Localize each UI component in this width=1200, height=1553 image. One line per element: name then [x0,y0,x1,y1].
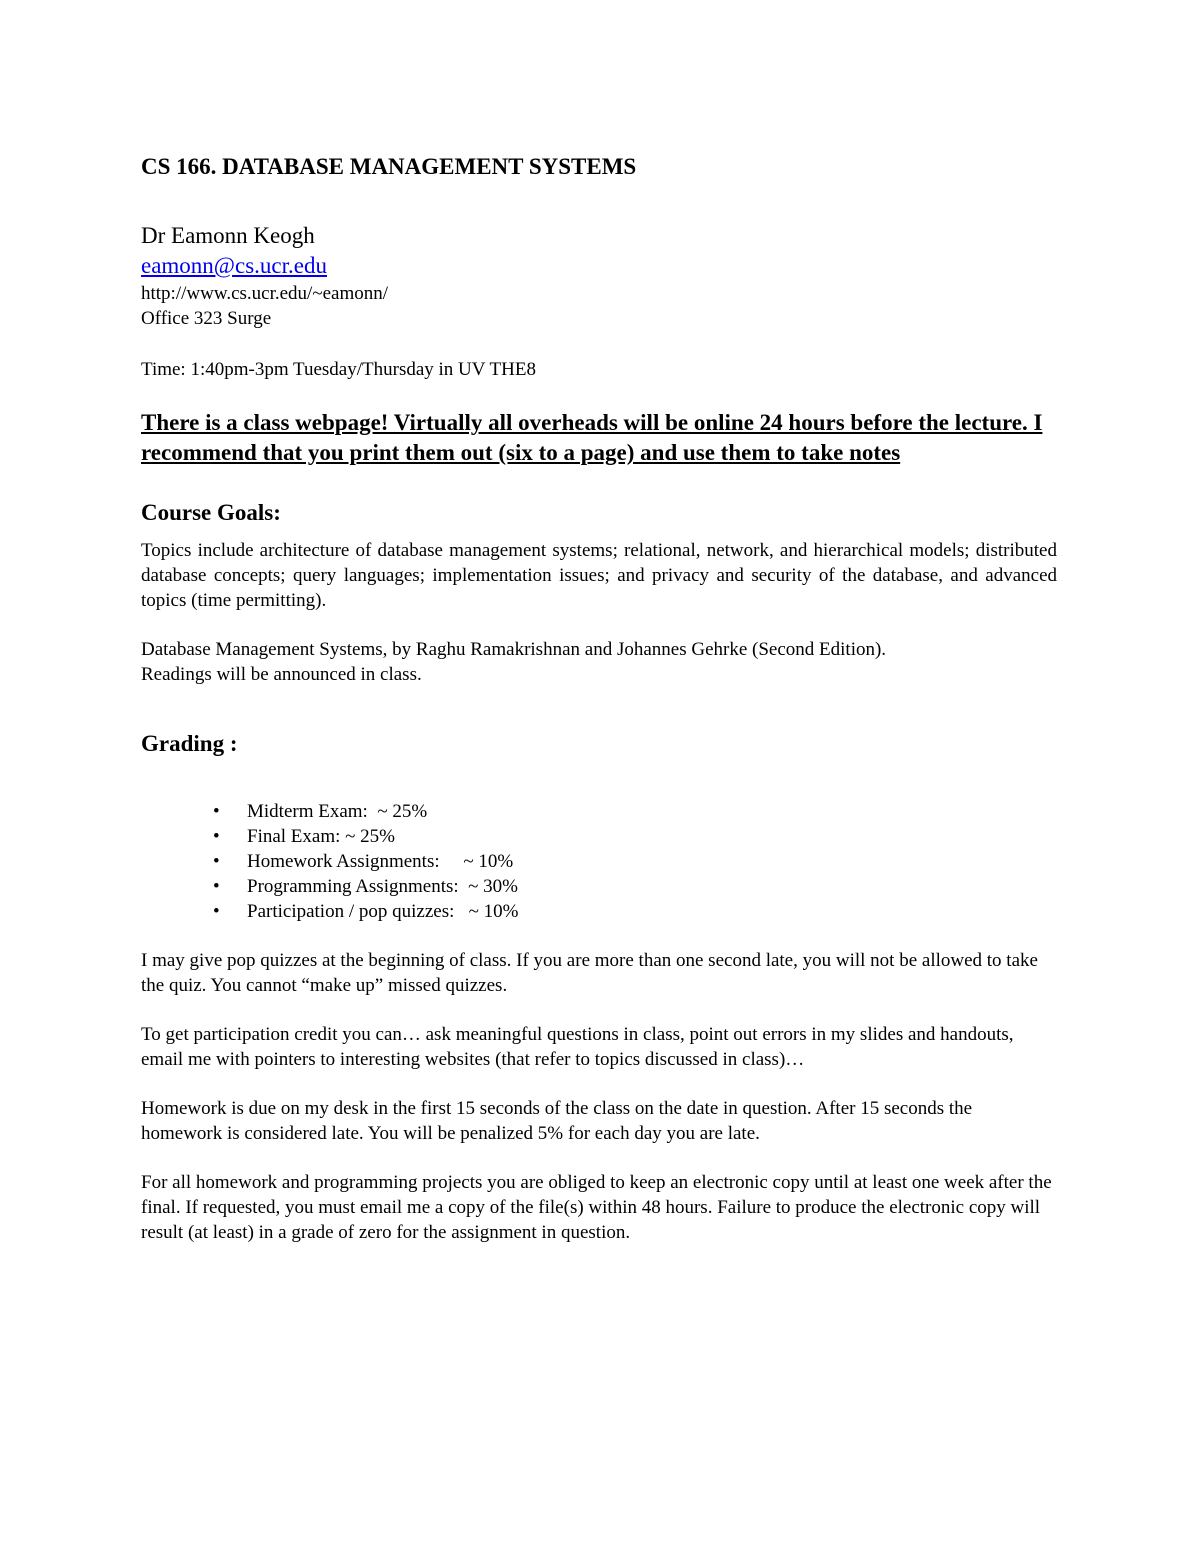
instructor-url: http://www.cs.ucr.edu/~eamonn/ [141,283,389,304]
grading-item [141,849,1057,874]
bullet-icon: • [213,801,220,822]
readings-note: Readings will be announced in class. [141,664,422,685]
grading-item-label: Midterm Exam: [247,801,378,822]
class-webpage-notice: There is a class webpage! Virtually all overheads will be online 24 hours before the lecture. I recommend that you print them out (six to a page) and use them to take notes [141,410,1043,465]
instructor-email-link[interactable]: eamonn@cs.ucr.edu [141,253,327,278]
office-location: Office 323 Surge [141,308,272,329]
textbook-reference: Database Management Systems, by Raghu Ramakrishnan and Johannes Gehrke (Second Edition). [141,639,887,660]
homework-policy: Homework is due on my desk in the first 15 seconds of the class on the date in question. After 15 seconds the homework is considered late. You will be penalized 5% for each day you are late. [141,1098,973,1144]
grading-item-label: Final Exam: [247,826,346,847]
bullet-icon: • [213,851,220,872]
grading-item-value: ~ 10% [468,901,519,922]
course-title: CS 166. DATABASE MANAGEMENT SYSTEMS [141,154,637,179]
document-page [141,150,1057,1245]
course-goals-heading: Course Goals: [141,500,281,525]
pop-quiz-policy: I may give pop quizzes at the beginning of class. If you are more than one second late, you will not be allowed to take the quiz. You cannot “make up” missed quizzes. [141,950,1038,996]
grading-item-value: ~ 25% [377,801,428,822]
grading-item [141,824,1057,849]
grading-heading: Grading : [141,731,238,756]
grading-item-value: ~ 30% [468,876,519,897]
bullet-icon: • [213,876,220,897]
electronic-copy-policy: For all homework and programming projects you are obliged to keep an electronic copy until at least one week after the final. If requested, you must email me a copy of the file(s) within 48 hours. Failure to produce the electronic copy will result (at least) in a grade of zero for the assignment in question. [141,1172,1052,1243]
grading-item [141,874,1057,899]
grading-list [141,799,1057,924]
grading-item-label: Participation / pop quizzes: [247,901,469,922]
instructor-name: Dr Eamonn Keogh [141,223,315,248]
grading-item-label: Homework Assignments: [247,851,464,872]
grading-item [141,899,1057,924]
bullet-icon: • [213,901,220,922]
grading-item [141,799,1057,824]
grading-item-label: Programming Assignments: [247,876,469,897]
bullet-icon: • [213,826,220,847]
grading-item-value: ~ 25% [345,826,396,847]
class-time: Time: 1:40pm-3pm Tuesday/Thursday in UV THE8 [141,359,536,380]
grading-item-value: ~ 10% [463,851,514,872]
course-goals-description: Topics include architecture of database management systems; relational, network, and hierarchical models; distributed database concepts; query languages; implementation issues; and privacy and security of the database, and advanced topics (time permitting). [141,540,1057,611]
participation-policy: To get participation credit you can… ask meaningful questions in class, point out errors in my slides and handouts, email me with pointers to interesting websites (that refer to topics discussed in class)… [141,1024,1014,1070]
